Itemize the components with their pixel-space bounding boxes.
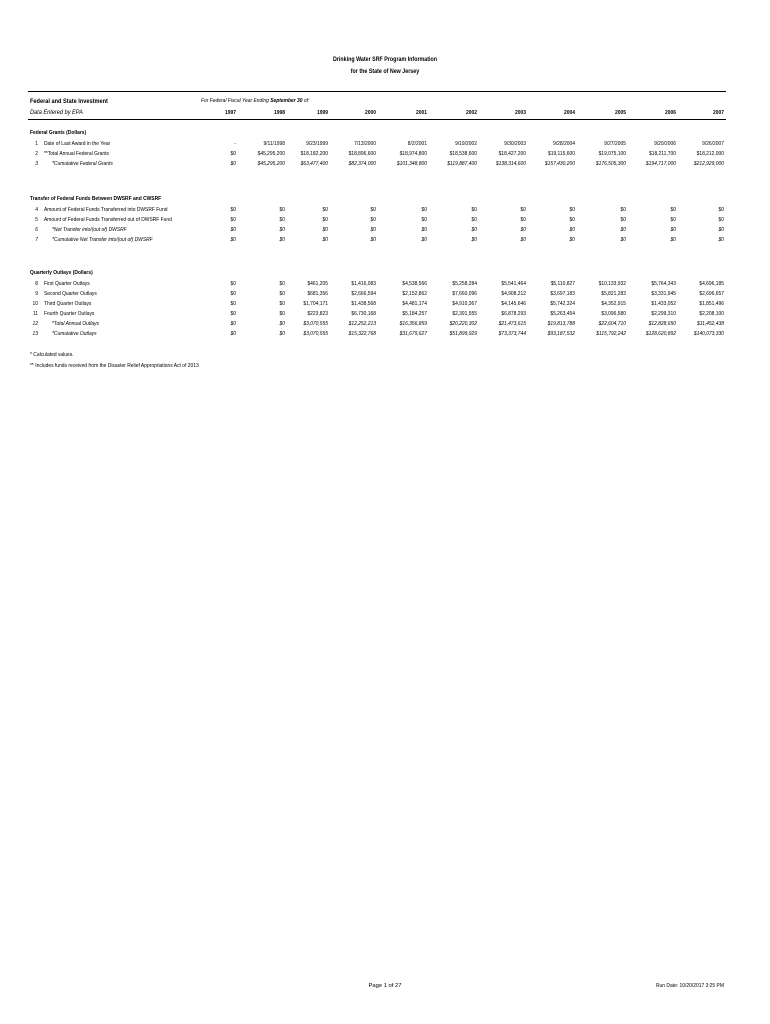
table-cell: $194,717,000 [645, 161, 676, 167]
table-cell: $0 [279, 301, 285, 307]
table-cell: $4,481,174 [402, 301, 427, 307]
table-cell: $0 [322, 207, 328, 213]
row-label: *Net Transfer into/(out of) DWSRF [52, 227, 127, 233]
table-cell: $0 [230, 227, 236, 233]
table-cell: $15,322,768 [348, 331, 376, 337]
table-cell: $63,477,400 [300, 161, 328, 167]
table-row [0, 141, 770, 151]
table-cell: $138,314,600 [495, 161, 526, 167]
table-cell: $19,075,100 [598, 151, 626, 157]
table-cell: $1,851,496 [699, 301, 724, 307]
page-number: Page 1 of 27 [368, 983, 402, 989]
table-row [0, 331, 770, 341]
table-cell: $0 [421, 227, 427, 233]
table-cell: $22,604,710 [598, 321, 626, 327]
table-cell: $1,704,171 [303, 301, 328, 307]
table-cell: $3,096,580 [601, 311, 626, 317]
row-label: *Cumulative Outlays [52, 331, 97, 337]
year-header-1998: 1998 [274, 110, 285, 116]
table-cell: $5,764,343 [651, 281, 676, 287]
table-cell: $3,331,945 [651, 291, 676, 297]
table-cell: 9/28/2004 [553, 141, 575, 147]
table-cell: $3,697,183 [550, 291, 575, 297]
table-cell: $18,896,600 [348, 151, 376, 157]
table-row [0, 227, 770, 237]
row-number: 6 [35, 227, 38, 233]
footnote-calculated: * Calculated values. [30, 352, 74, 358]
year-header-2003: 2003 [515, 110, 526, 116]
table-cell: $11,452,438 [696, 321, 724, 327]
table-row [0, 237, 770, 247]
table-cell: $0 [471, 227, 477, 233]
table-cell: $0 [520, 237, 526, 243]
table-cell: $0 [230, 237, 236, 243]
year-header-2002: 2002 [466, 110, 477, 116]
table-cell: $0 [670, 237, 676, 243]
top-divider [28, 91, 726, 92]
table-cell: $176,505,300 [595, 161, 626, 167]
row-number: 10 [32, 301, 38, 307]
table-cell: $0 [670, 217, 676, 223]
table-row [0, 281, 770, 291]
table-cell: $45,295,200 [257, 161, 285, 167]
row-label: Third Quarter Outlays [44, 301, 92, 307]
table-cell: $0 [322, 227, 328, 233]
table-cell: $0 [620, 207, 626, 213]
table-cell: $0 [279, 207, 285, 213]
table-cell: 9/19/2002 [455, 141, 477, 147]
table-cell: $0 [520, 227, 526, 233]
table-cell: $115,792,242 [596, 331, 626, 337]
year-header-2004: 2004 [564, 110, 575, 116]
table-cell: $212,929,000 [693, 161, 724, 167]
table-cell: $0 [421, 207, 427, 213]
table-cell: $0 [620, 227, 626, 233]
year-header-1997: 1997 [225, 110, 236, 116]
table-cell: $19,813,788 [547, 321, 575, 327]
table-cell: $0 [569, 217, 575, 223]
year-header-2007: 2007 [713, 110, 724, 116]
table-cell: $45,295,200 [257, 151, 285, 157]
table-cell: $0 [279, 331, 285, 337]
table-cell: $3,070,555 [303, 321, 328, 327]
table-cell: $4,145,646 [501, 301, 526, 307]
table-cell: $1,433,052 [651, 301, 676, 307]
table-cell: $0 [279, 217, 285, 223]
table-cell: $0 [230, 291, 236, 297]
table-cell: 9/26/2007 [702, 141, 724, 147]
table-cell: $0 [471, 217, 477, 223]
row-label: *Total Annual Outlays [52, 321, 100, 327]
fiscal-year-caption [201, 98, 309, 104]
row-number: 12 [32, 321, 38, 327]
table-cell: $4,538,566 [402, 281, 427, 287]
table-row [0, 321, 770, 331]
table-row [0, 161, 770, 171]
table-cell: $0 [620, 217, 626, 223]
table-cell: $5,184,257 [402, 311, 427, 317]
table-cell: $101,348,800 [396, 161, 427, 167]
table-cell: $4,908,212 [501, 291, 526, 297]
table-cell: $681,356 [307, 291, 328, 297]
table-cell: $4,352,915 [601, 301, 626, 307]
table-cell: $0 [670, 207, 676, 213]
row-label: Amount of Federal Funds Transferred into DWSRF Fund [44, 207, 168, 213]
table-cell: $18,182,200 [300, 151, 328, 157]
header-divider [28, 119, 726, 120]
table-cell: $119,887,400 [447, 161, 477, 167]
table-cell: $0 [520, 207, 526, 213]
row-number: 4 [35, 207, 38, 213]
table-cell: $0 [370, 227, 376, 233]
table-cell: $5,110,827 [550, 281, 575, 287]
table-cell: $31,679,627 [399, 331, 427, 337]
row-number: 7 [35, 237, 38, 243]
row-label: *Cumulative Federal Grants [52, 161, 113, 167]
row-label: Fourth Quarter Outlays [44, 311, 95, 317]
row-label: *Cumulative Net Transfer into/(out of) DWSRF [52, 237, 153, 243]
table-cell: $0 [230, 217, 236, 223]
header-investment-label: Federal and State Investment [30, 98, 108, 105]
header-data-entered-label: Data Entered by EPA [30, 109, 83, 116]
table-cell: $1,438,568 [351, 301, 376, 307]
table-cell: $5,742,324 [550, 301, 575, 307]
fiscal-suffix: of: [302, 98, 310, 104]
table-cell: $0 [279, 321, 285, 327]
table-cell: $0 [230, 151, 236, 157]
table-cell: $0 [569, 207, 575, 213]
table-cell: $2,391,555 [452, 311, 477, 317]
table-cell: 9/27/2005 [604, 141, 626, 147]
table-cell: $5,263,454 [550, 311, 575, 317]
table-cell: $0 [718, 237, 724, 243]
table-cell: $7,660,096 [452, 291, 477, 297]
year-header-2000: 2000 [365, 110, 376, 116]
table-cell: $18,212,000 [696, 151, 724, 157]
row-number: 9 [35, 291, 38, 297]
table-cell: $0 [718, 207, 724, 213]
table-row [0, 151, 770, 161]
table-cell: $1,416,083 [351, 281, 376, 287]
table-cell: $16,356,859 [399, 321, 427, 327]
report-subtitle: for the State of New Jersey [350, 68, 420, 75]
table-cell: $2,666,594 [351, 291, 376, 297]
table-cell: $6,730,168 [351, 311, 376, 317]
table-cell: $0 [279, 281, 285, 287]
table-cell: 9/20/2006 [654, 141, 676, 147]
row-label: Date of Last Award in the Year [44, 141, 111, 147]
table-cell: $82,374,000 [348, 161, 376, 167]
table-cell: 9/30/2003 [504, 141, 526, 147]
run-date: Run Date: 10/20/2017 3:25 PM [656, 983, 724, 989]
table-cell: $0 [230, 161, 236, 167]
row-number: 2 [35, 151, 38, 157]
table-cell: $6,878,293 [501, 311, 526, 317]
table-cell: 7/13/2000 [354, 141, 376, 147]
table-cell: $73,373,744 [498, 331, 526, 337]
section-title: Federal Grants (Dollars) [30, 130, 87, 136]
footnote-disaster-relief: ** Includes funds received from the Disaster Relief Appropriations Act of 2013 [30, 363, 199, 369]
section-title: Quarterly Outlays (Dollars) [30, 270, 93, 276]
table-row [0, 301, 770, 311]
row-number: 11 [32, 311, 38, 317]
table-cell: $5,541,464 [501, 281, 526, 287]
year-header-1999: 1999 [317, 110, 328, 116]
table-cell: $2,696,657 [699, 291, 724, 297]
section-title: Transfer of Federal Funds Between DWSRF and CWSRF [30, 196, 162, 202]
row-label: First Quarter Outlays [44, 281, 90, 287]
table-cell: $0 [322, 237, 328, 243]
table-cell: $0 [569, 227, 575, 233]
row-number: 3 [35, 161, 38, 167]
table-cell: $51,899,929 [449, 331, 477, 337]
table-cell: $0 [370, 217, 376, 223]
table-cell: $12,252,213 [348, 321, 376, 327]
table-cell: $5,258,284 [452, 281, 477, 287]
year-header-2005: 2005 [615, 110, 626, 116]
table-cell: $0 [230, 331, 236, 337]
table-cell: $0 [279, 291, 285, 297]
table-cell: $21,473,615 [498, 321, 526, 327]
table-row [0, 207, 770, 217]
table-cell: $12,828,650 [648, 321, 676, 327]
table-cell: $0 [370, 237, 376, 243]
report-title: Drinking Water SRF Program Information [332, 56, 438, 63]
table-cell: $0 [471, 237, 477, 243]
table-cell: 9/11/1998 [263, 141, 285, 147]
table-cell: $223,823 [307, 311, 328, 317]
table-row [0, 291, 770, 301]
table-cell: $0 [718, 217, 724, 223]
row-number: 13 [32, 331, 38, 337]
table-cell: $157,430,200 [544, 161, 575, 167]
row-label: **Total Annual Federal Grants [44, 151, 109, 157]
table-cell: $2,152,862 [402, 291, 427, 297]
table-cell: $0 [520, 217, 526, 223]
table-cell: $4,696,185 [699, 281, 724, 287]
table-cell: 9/23/1999 [306, 141, 328, 147]
table-cell: $0 [279, 227, 285, 233]
table-cell: $0 [620, 237, 626, 243]
table-cell: $140,073,330 [693, 331, 724, 337]
row-number: 8 [35, 281, 38, 287]
table-cell: $2,208,100 [699, 311, 724, 317]
table-cell: $4,910,367 [452, 301, 477, 307]
table-cell: $0 [230, 301, 236, 307]
table-cell: $18,211,700 [648, 151, 676, 157]
row-number: 1 [35, 141, 38, 147]
table-cell: $0 [279, 237, 285, 243]
table-cell: $0 [421, 217, 427, 223]
table-cell: $93,187,532 [547, 331, 575, 337]
table-cell: $20,220,302 [449, 321, 477, 327]
table-cell: $0 [370, 207, 376, 213]
table-cell: 8/2/2001 [407, 141, 427, 147]
table-row [0, 311, 770, 321]
table-cell: $10,133,932 [598, 281, 626, 287]
year-header-2001: 2001 [416, 110, 427, 116]
table-cell: $0 [569, 237, 575, 243]
table-cell: $0 [230, 321, 236, 327]
table-cell: $0 [230, 281, 236, 287]
row-label: Amount of Federal Funds Transferred out of DWSRF Fund [44, 217, 172, 223]
table-cell: $3,070,555 [303, 331, 328, 337]
table-cell: $0 [421, 237, 427, 243]
table-cell: $0 [230, 207, 236, 213]
table-cell: $461,205 [307, 281, 328, 287]
table-cell: $128,620,892 [645, 331, 676, 337]
table-cell: - [234, 141, 236, 147]
table-cell: $0 [322, 217, 328, 223]
table-cell: $0 [230, 311, 236, 317]
row-label: Second Quarter Outlays [44, 291, 97, 297]
table-cell: $19,115,600 [547, 151, 575, 157]
table-cell: $5,821,283 [601, 291, 626, 297]
year-header-2006: 2006 [665, 110, 676, 116]
fiscal-bold: September 30 [270, 98, 303, 104]
table-cell: $18,427,200 [498, 151, 526, 157]
table-cell: $0 [718, 227, 724, 233]
table-cell: $0 [279, 311, 285, 317]
row-number: 5 [35, 217, 38, 223]
table-cell: $18,974,800 [399, 151, 427, 157]
table-row [0, 217, 770, 227]
table-cell: $2,299,310 [651, 311, 676, 317]
table-cell: $0 [471, 207, 477, 213]
table-cell: $0 [670, 227, 676, 233]
table-cell: $18,538,600 [449, 151, 477, 157]
fiscal-prefix: For Federal Fiscal Year Ending [201, 98, 271, 104]
